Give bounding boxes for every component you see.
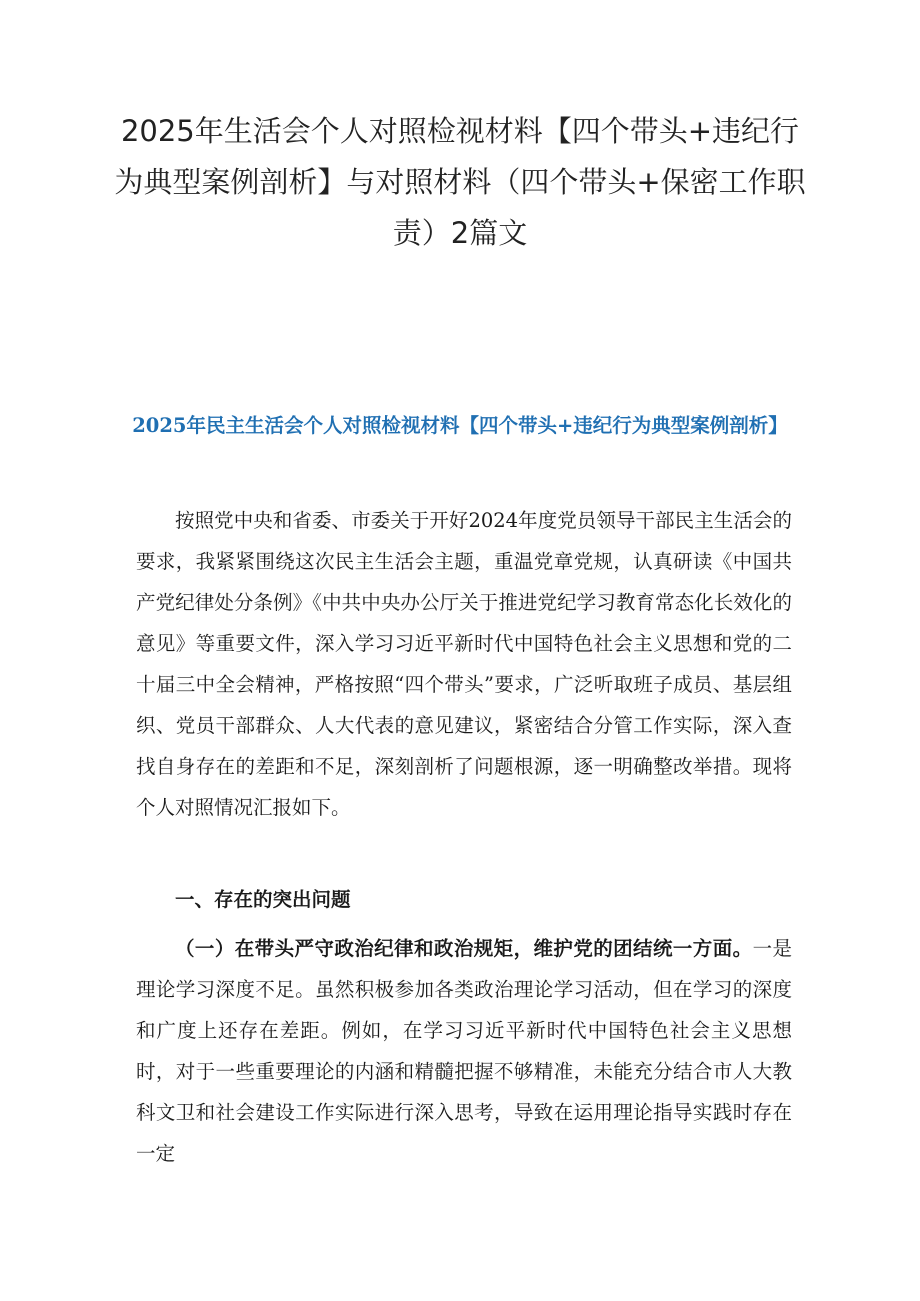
section-title: 2025年民主生活会个人对照检视材料【四个带头+违纪行为典型案例剖析】 xyxy=(132,414,788,437)
problem-paragraph-1 xyxy=(136,928,792,1174)
intro-paragraph: 按照党中央和省委、市委关于开好2024年度党员领导干部民主生活会的要求，我紧紧围绕这次民主生活会主题，重温党章党规，认真研读《中国共产党纪律处分条例》《中共中央办公厅关于推进党纪学习教育常态化长效化的意见》等重要文件，深入学习习近平新时代中国特色社会主义思想和党的二十届三中全会精神，严格按照“四个带头”要求，广泛听取班子成员、基层组织、党员干部群众、人大代表的意见建议，紧密结合分管工作实际，深入查找自身存在的差距和不足，深刻剖析了问题根源，逐一明确整改举措。现将个人对照情况汇报如下。 xyxy=(136,509,792,819)
problem-paragraph-1-body: 一是理论学习深度不足。虽然积极参加各类政治理论学习活动，但在学习的深度和广度上还存在差距。例如，在学习习近平新时代中国特色社会主义思想时，对于一些重要理论的内涵和精髓把握不够精准，未能充分结合市人大教科文卫和社会建设工作实际进行深入思考，导致在运用理论指导实践时存在一定 xyxy=(136,937,792,1165)
document-title: 2025年生活会个人对照检视材料【四个带头+违纪行为典型案例剖析】与对照材料（四个带头+保密工作职责）2篇文 xyxy=(114,114,806,250)
problem-paragraph-1-lead: （一）在带头严守政治纪律和政治规矩，维护党的团结统一方面。 xyxy=(175,937,753,960)
heading-existing-problems: 一、存在的突出问题 xyxy=(175,888,351,911)
